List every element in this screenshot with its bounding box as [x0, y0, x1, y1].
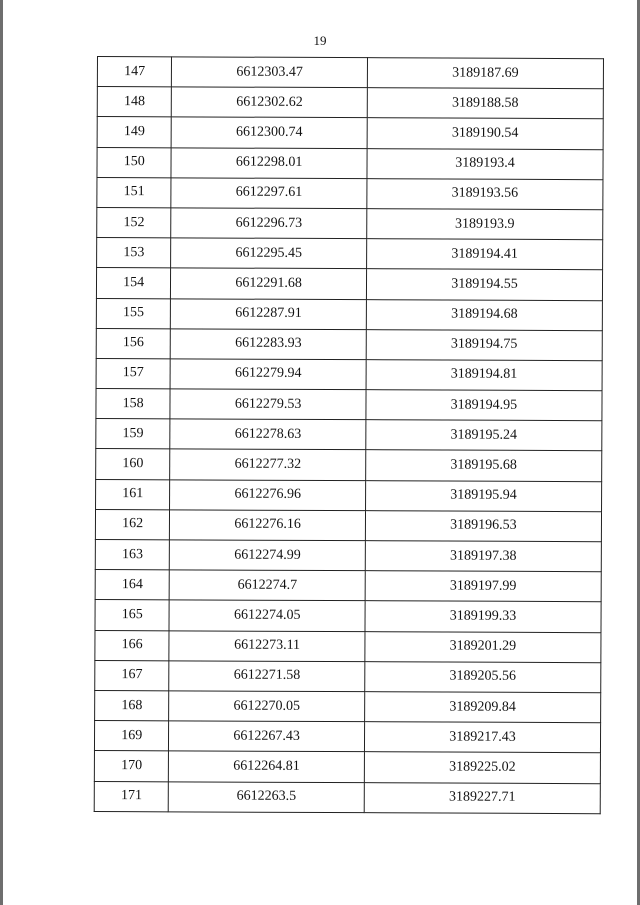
point-number-cell: 148 [97, 87, 172, 118]
y-coordinate-cell: 3189193.56 [367, 178, 603, 209]
x-coordinate-cell: 6612302.62 [172, 87, 368, 118]
y-coordinate-cell: 3189194.68 [366, 299, 602, 330]
coordinates-table [94, 56, 604, 814]
table-row [94, 781, 600, 813]
point-number-cell: 155 [96, 298, 171, 329]
y-coordinate-cell: 3189199.33 [365, 601, 601, 632]
y-coordinate-cell: 3189194.81 [366, 360, 602, 391]
point-number-cell: 158 [96, 389, 171, 420]
x-coordinate-cell: 6612283.93 [171, 329, 367, 360]
x-coordinate-cell: 6612277.32 [170, 449, 366, 480]
table-row [95, 660, 601, 692]
table-row [95, 600, 601, 632]
x-coordinate-cell: 6612296.73 [171, 208, 367, 239]
y-coordinate-cell: 3189217.43 [364, 722, 600, 753]
y-coordinate-cell: 3189197.99 [365, 571, 601, 602]
y-coordinate-cell: 3189193.9 [367, 209, 603, 240]
x-coordinate-cell: 6612303.47 [172, 57, 368, 88]
y-coordinate-cell: 3189197.38 [365, 541, 601, 572]
y-coordinate-cell: 3189195.68 [366, 450, 602, 481]
point-number-cell: 157 [96, 358, 171, 389]
point-number-cell: 169 [94, 721, 169, 752]
table-row [97, 87, 603, 119]
point-number-cell: 159 [96, 419, 171, 450]
x-coordinate-cell: 6612295.45 [171, 238, 367, 269]
table-row [97, 207, 603, 239]
table-row [97, 57, 603, 89]
point-number-cell: 149 [97, 117, 172, 148]
y-coordinate-cell: 3189188.58 [367, 88, 603, 119]
table-row [96, 328, 602, 360]
table-row [96, 298, 602, 330]
table-row [97, 117, 603, 149]
y-coordinate-cell: 3189225.02 [364, 752, 600, 783]
y-coordinate-cell: 3189227.71 [364, 782, 600, 813]
table-row [96, 358, 602, 390]
y-coordinate-cell: 3189209.84 [365, 692, 601, 723]
table-row [96, 389, 602, 421]
x-coordinate-cell: 6612276.96 [170, 479, 366, 510]
y-coordinate-cell: 3189196.53 [365, 510, 601, 541]
point-number-cell: 164 [95, 570, 170, 601]
x-coordinate-cell: 6612276.16 [170, 510, 366, 541]
x-coordinate-cell: 6612274.7 [170, 570, 366, 601]
table-row [96, 268, 602, 300]
point-number-cell: 171 [94, 781, 169, 812]
x-coordinate-cell: 6612263.5 [169, 781, 365, 812]
point-number-cell: 161 [96, 479, 171, 510]
point-number-cell: 166 [95, 630, 170, 661]
x-coordinate-cell: 6612279.53 [170, 389, 366, 420]
x-coordinate-cell: 6612291.68 [171, 268, 367, 299]
point-number-cell: 160 [96, 449, 171, 480]
table-row [97, 238, 603, 270]
point-number-cell: 147 [97, 57, 172, 88]
y-coordinate-cell: 3189190.54 [367, 118, 603, 149]
point-number-cell: 152 [97, 207, 172, 238]
point-number-cell: 151 [97, 177, 172, 208]
table-row [95, 509, 601, 541]
x-coordinate-cell: 6612273.11 [169, 630, 365, 661]
table-row [96, 419, 602, 451]
point-number-cell: 162 [95, 509, 170, 540]
table-row [94, 721, 600, 753]
y-coordinate-cell: 3189195.24 [366, 420, 602, 451]
x-coordinate-cell: 6612264.81 [169, 751, 365, 782]
y-coordinate-cell: 3189194.95 [366, 390, 602, 421]
point-number-cell: 153 [97, 238, 172, 269]
point-number-cell: 154 [96, 268, 171, 299]
y-coordinate-cell: 3189205.56 [365, 661, 601, 692]
y-coordinate-cell: 3189195.94 [365, 480, 601, 511]
table-row [96, 449, 602, 481]
x-coordinate-cell: 6612287.91 [171, 298, 367, 329]
x-coordinate-cell: 6612274.99 [170, 540, 366, 571]
y-coordinate-cell: 3189201.29 [365, 631, 601, 662]
point-number-cell: 150 [97, 147, 172, 178]
coordinates-table-body [94, 57, 603, 814]
y-coordinate-cell: 3189194.41 [366, 239, 602, 270]
x-coordinate-cell: 6612279.94 [170, 359, 366, 390]
page-number: 19 [313, 33, 327, 48]
point-number-cell: 165 [95, 600, 170, 631]
scan-edge-left [0, 0, 3, 905]
table-row [97, 147, 603, 179]
x-coordinate-cell: 6612297.61 [171, 178, 367, 209]
table-row [94, 751, 600, 783]
point-number-cell: 168 [95, 690, 170, 721]
x-coordinate-cell: 6612270.05 [169, 691, 365, 722]
y-coordinate-cell: 3189194.75 [366, 329, 602, 360]
y-coordinate-cell: 3189193.4 [367, 148, 603, 179]
table-row [96, 479, 602, 511]
x-coordinate-cell: 6612267.43 [169, 721, 365, 752]
table-row [95, 630, 601, 662]
x-coordinate-cell: 6612271.58 [169, 661, 365, 692]
x-coordinate-cell: 6612278.63 [170, 419, 366, 450]
point-number-cell: 170 [94, 751, 169, 782]
point-number-cell: 167 [95, 660, 170, 691]
point-number-cell: 163 [95, 539, 170, 570]
y-coordinate-cell: 3189194.55 [366, 269, 602, 300]
x-coordinate-cell: 6612300.74 [171, 117, 367, 148]
point-number-cell: 156 [96, 328, 171, 359]
x-coordinate-cell: 6612274.05 [169, 600, 365, 631]
y-coordinate-cell: 3189187.69 [367, 58, 603, 89]
table-row [97, 177, 603, 209]
table-row [95, 570, 601, 602]
x-coordinate-cell: 6612298.01 [171, 147, 367, 178]
table-row [95, 539, 601, 571]
table-row [95, 690, 601, 722]
